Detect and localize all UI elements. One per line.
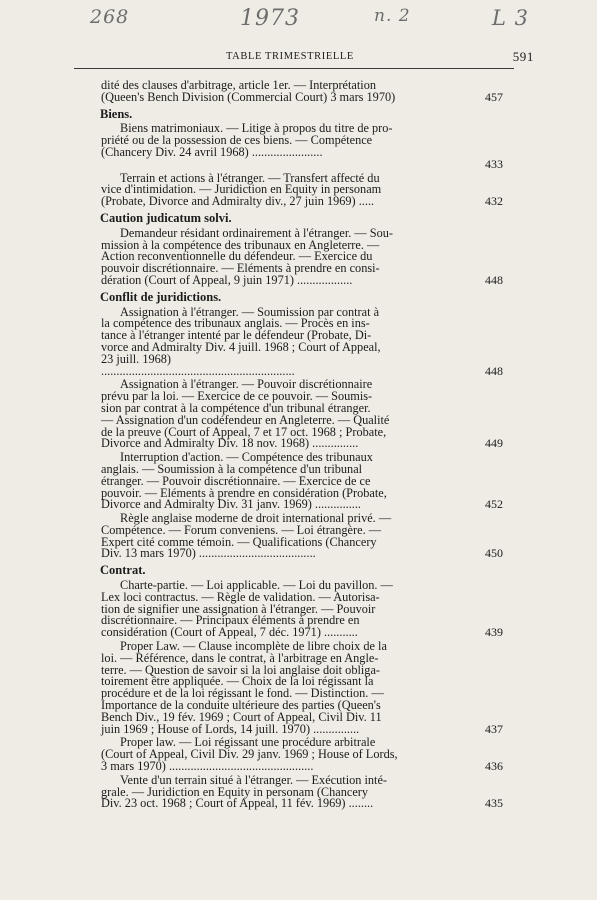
page-reference: 439 (485, 625, 503, 640)
entry-line: Biens matrimoniaux. — Litige à propos du titre de pro- (120, 121, 393, 136)
page-reference: 448 (485, 272, 503, 287)
index-entry (101, 123, 501, 170)
handwritten-note: 268 (90, 6, 130, 28)
entry-line: prévu par la loi. — Exercice de ce pouvoir. — Soumis- (101, 389, 373, 404)
entry-line: Compétence. — Forum conveniens. — Loi étrangère. — (101, 522, 382, 537)
index-entry (101, 80, 501, 104)
page-reference: 449 (485, 436, 503, 451)
page-reference: 452 (485, 497, 503, 512)
entry-line: vice d'intimidation. — Juridiction en Equity in personam (101, 182, 382, 197)
index-entry (101, 379, 501, 450)
entry-line: Divorce and Admiralty Div. 31 janv. 1969) ............... (101, 497, 362, 512)
entry-line: Interruption d'action. — Compétence des tribunaux (120, 450, 373, 465)
entry-line: 23 juill. 1968) (101, 351, 172, 366)
section-heading: Biens. (100, 106, 133, 121)
entry-line: grale. — Juridiction en Equity in personam (Chancery (101, 784, 369, 799)
page-reference: 448 (485, 363, 503, 378)
header-rule (74, 68, 514, 69)
entry-line: Charte-partie. — Loi applicable. — Loi du pavillon. — (120, 578, 393, 593)
section-heading: Caution judicatum solvi. (100, 210, 232, 225)
entry-line: discrétionnaire. — Principaux éléments à prendre en (101, 613, 360, 628)
entry-line: pouvoir discrétionnaire. — Eléments à prendre en consi- (101, 261, 380, 276)
entry-line: procédure et de la loi régissant le fond. — Distinction. — (101, 686, 384, 701)
entry-line: toirement être appliquée. — Choix de la loi régissant la (101, 674, 374, 689)
entry-line: de la preuve (Court of Appeal, 7 et 17 oct. 1968 ; Probate, (101, 424, 387, 439)
running-head (74, 49, 534, 65)
entry-line: Div. 13 mars 1970) ...................................... (101, 546, 316, 561)
index-entry (101, 513, 501, 560)
page-reference: 433 (485, 156, 503, 171)
entry-line: sion par contrat à la compétence d'un tribunal étranger. (101, 400, 371, 415)
page-reference: 457 (485, 89, 503, 104)
entry-line: Div. 23 oct. 1968 ; Court of Appeal, 11 fév. 1969) ........ (101, 796, 374, 811)
entry-line: ............................................................... (101, 363, 295, 378)
entry-line: Vente d'un terrain situé à l'étranger. — Exécution inté- (120, 772, 388, 787)
index-entry (101, 641, 501, 735)
entry-line: Lex loci contractus. — Règle de validation. — Autorisa- (101, 589, 380, 604)
entry-line: Action reconventionnelle du défendeur. — Exercice du (101, 249, 373, 264)
entry-line: Assignation à l'étranger. — Soumission par contrat à (120, 304, 380, 319)
entry-line: dité des clauses d'arbitrage, article 1er. — Interprétation (101, 78, 377, 92)
entry-line: Demandeur résidant ordinairement à l'étranger. — Sou- (120, 225, 393, 240)
index-entry (101, 304, 503, 378)
entry-line: (Queen's Bench Division (Commercial Court) 3 mars 1970) (101, 89, 396, 104)
entry-line: Importance de la conduite ultérieure des parties (Queen's (101, 698, 381, 713)
page-number: 591 (512, 49, 534, 64)
entry-line: pouvoir. — Eléments à prendre en considération (Probate, (101, 485, 387, 500)
handwritten-note: 1973 (240, 6, 300, 31)
entry-line (101, 156, 503, 171)
entry-line: Terrain et actions à l'étranger. — Transfert affecté du (120, 170, 380, 185)
entry-line: loi. — Référence, dans le contrat, à l'arbitrage en Angle- (101, 650, 379, 665)
index-entry (101, 452, 501, 511)
index-entry (101, 737, 501, 772)
entry-line: Proper law. — Loi régissant une procédure arbitrale (120, 735, 376, 750)
section-heading: Conflit de juridictions. (100, 289, 222, 304)
handwritten-note: L 3 (492, 6, 529, 30)
entry-line: tance à l'étranger intenté par le défendeur (Probate, Di- (101, 328, 372, 343)
page-reference: 432 (485, 194, 503, 209)
entry-line: — Assignation d'un codéfendeur en Angleterre. — Qualité (101, 412, 390, 427)
entry-line: terre. — Question de savoir si la loi anglaise doit obliga- (101, 662, 381, 677)
entry-line: mission à la compétence des tribunaux en Angleterre. — (101, 237, 380, 252)
index-content (101, 80, 501, 812)
page-reference: 437 (485, 721, 503, 736)
page-reference: 435 (485, 796, 503, 811)
page-reference: 436 (485, 759, 503, 774)
entry-line: Bench Div., 19 fév. 1969 ; Court of Appeal, Civil Div. 11 (101, 709, 382, 724)
entry-line: tion de signifier une assignation à l'étranger. — Pouvoir (101, 601, 376, 616)
entry-line: juin 1969 ; House of Lords, 14 juill. 1970) ............... (101, 721, 360, 736)
entry-line: 3 mars 1970) ............................................... (101, 759, 314, 774)
entry-line: (Court of Appeal, Civil Div. 29 janv. 1969 ; House of Lords, (101, 747, 398, 762)
entry-line: Règle anglaise moderne de droit international privé. — (120, 511, 392, 526)
index-entry (101, 225, 503, 287)
entry-line: Assignation à l'étranger. — Pouvoir discrétionnaire (120, 377, 373, 392)
entry-line: (Chancery Div. 24 avril 1968) ....................... (101, 144, 323, 159)
index-entry (101, 580, 501, 639)
entry-line: dération (Court of Appeal, 9 juin 1971) .................. (101, 272, 353, 287)
entry-line: Proper Law. — Clause incomplète de libre choix de la (120, 639, 387, 654)
index-entry (101, 772, 503, 811)
entry-line: la compétence des tribunaux anglais. — Procès en ins- (101, 316, 370, 331)
section-heading: Contrat. (100, 563, 146, 578)
entry-line: vorce and Admiralty Div. 4 juill. 1968 ; Court of Appeal, (101, 339, 381, 354)
page-reference: 450 (485, 546, 503, 561)
entry-line: anglais. — Soumission à la compétence d'un tribunal (101, 461, 363, 476)
running-head-title: TABLE TRIMESTRIELLE (226, 51, 354, 62)
entry-line: Expert cité comme témoin. — Qualifications (Chancery (101, 534, 377, 549)
entry-line: Divorce and Admiralty Div. 18 nov. 1968) ............... (101, 436, 359, 451)
index-entry (101, 170, 503, 209)
entry-line: étranger. — Pouvoir discrétionnaire. — Exercice de ce (101, 473, 371, 488)
entry-line: (Probate, Divorce and Admiralty div., 27 juin 1969) ..... (101, 194, 375, 209)
entry-line: considération (Court of Appeal, 7 déc. 1971) ........... (101, 625, 358, 640)
entry-line: priété ou de la possession de ces biens. — Compétence (101, 133, 373, 148)
handwritten-note: n. 2 (374, 6, 411, 26)
